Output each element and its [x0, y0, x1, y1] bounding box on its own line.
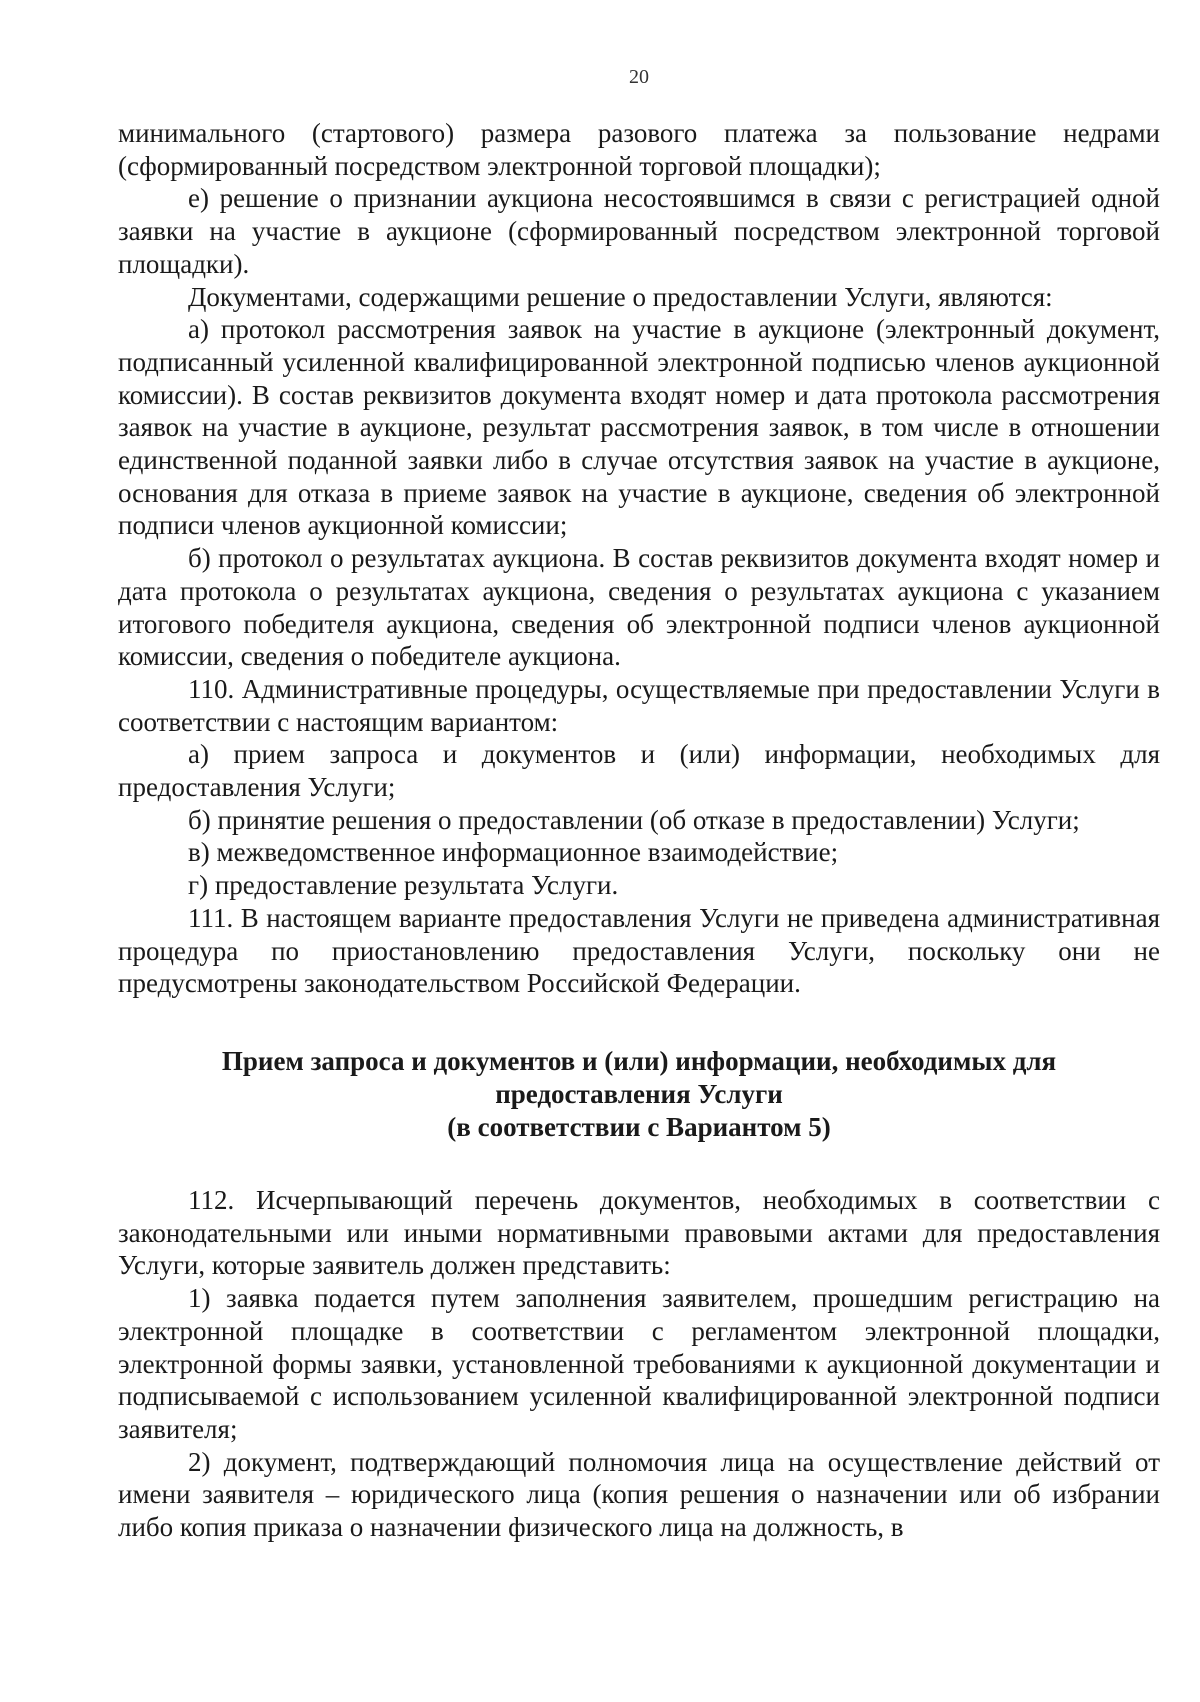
paragraph-top-2: Документами, содержащими решение о предоставлении Услуги, являются: — [188, 281, 1053, 312]
paragraph-top-9: г) предоставление результата Услуги. — [188, 870, 619, 901]
paragraph-bottom-1: 1) заявка подается путем заполнения заявителем, прошедшим регистрацию на электронной площадке в соответствии с регламентом электронной площадки, электронной формы заявки, установленной требованиями к аукционной документации и подписываемой с использованием усиленной квалифицированной электронной подписи заявителя; — [118, 1283, 1160, 1444]
paragraph-top-1: е) решение о признании аукциона несостоявшимся в связи с регистрацией одной заявки на участие в аукционе (сформированный посредством электронной торговой площадки). — [118, 183, 1160, 279]
paragraph-bottom-0: 112. Исчерпывающий перечень документов, необходимых в соответствии с законодательными или иными нормативными правовыми актами для предоставления Услуги, которые заявитель должен представить: — [118, 1184, 1160, 1281]
paragraph-top-4: б) протокол о результатах аукциона. В состав реквизитов документа входят номер и дата протокола о результатах аукциона, сведения о результатах аукциона с указанием итогового победителя аукциона, сведения об электронной подписи членов аукционной комиссии, сведения о победителе аукциона. — [118, 543, 1160, 672]
section-heading — [118, 1045, 1160, 1144]
paragraph-top-6: а) прием запроса и документов и (или) информации, необходимых для предоставления Услуги; — [118, 739, 1160, 803]
body-text-bottom — [118, 1184, 1160, 1544]
paragraph-top-8: в) межведомственное информационное взаимодействие; — [188, 837, 839, 868]
page-number: 20 — [629, 66, 649, 88]
body-text-top — [118, 117, 1160, 1000]
paragraph-top-7: б) принятие решения о предоставлении (об отказе в предоставлении) Услуги; — [188, 804, 1080, 835]
paragraph-top-5: 110. Административные процедуры, осуществляемые при предоставлении Услуги в соответствии с настоящим вариантом: — [118, 673, 1160, 737]
section-heading-line-1: Прием запроса и документов и (или) информации, необходимых для — [221, 1045, 1057, 1076]
paragraph-top-3: а) протокол рассмотрения заявок на участие в аукционе (электронный документ, подписанный усиленной квалифицированной электронной подписью членов аукционной комиссии). В состав реквизитов документа входят номер и дата протокола рассмотрения заявок на участие в аукционе, результат рассмотрения заявок, в том числе в отношении единственной поданной заявки либо в случае отсутствия заявок на участие в аукционе, основания для отказа в приеме заявок на участие в аукционе, сведения об электронной подписи членов аукционной комиссии; — [118, 314, 1160, 541]
paragraph-top-10: 111. В настоящем варианте предоставления Услуги не приведена административная процедура по приостановлению предоставления Услуги, поскольку они не предусмотрены законодательством Российской Федерации. — [118, 902, 1160, 999]
paragraph-top-0: минимального (стартового) размера разового платежа за пользование недрами (сформированный посредством электронной торговой площадки); — [118, 118, 1160, 181]
section-heading-line-2: предоставления Услуги — [495, 1078, 783, 1109]
paragraph-bottom-2: 2) документ, подтверждающий полномочия лица на осуществление действий от имени заявителя – юридического лица (копия решения о назначении или об избрании либо копия приказа о назначении физического лица на должность, в — [118, 1446, 1160, 1543]
section-heading-line-3: (в соответствии с Вариантом 5) — [447, 1111, 831, 1142]
document-page — [118, 66, 1160, 1544]
